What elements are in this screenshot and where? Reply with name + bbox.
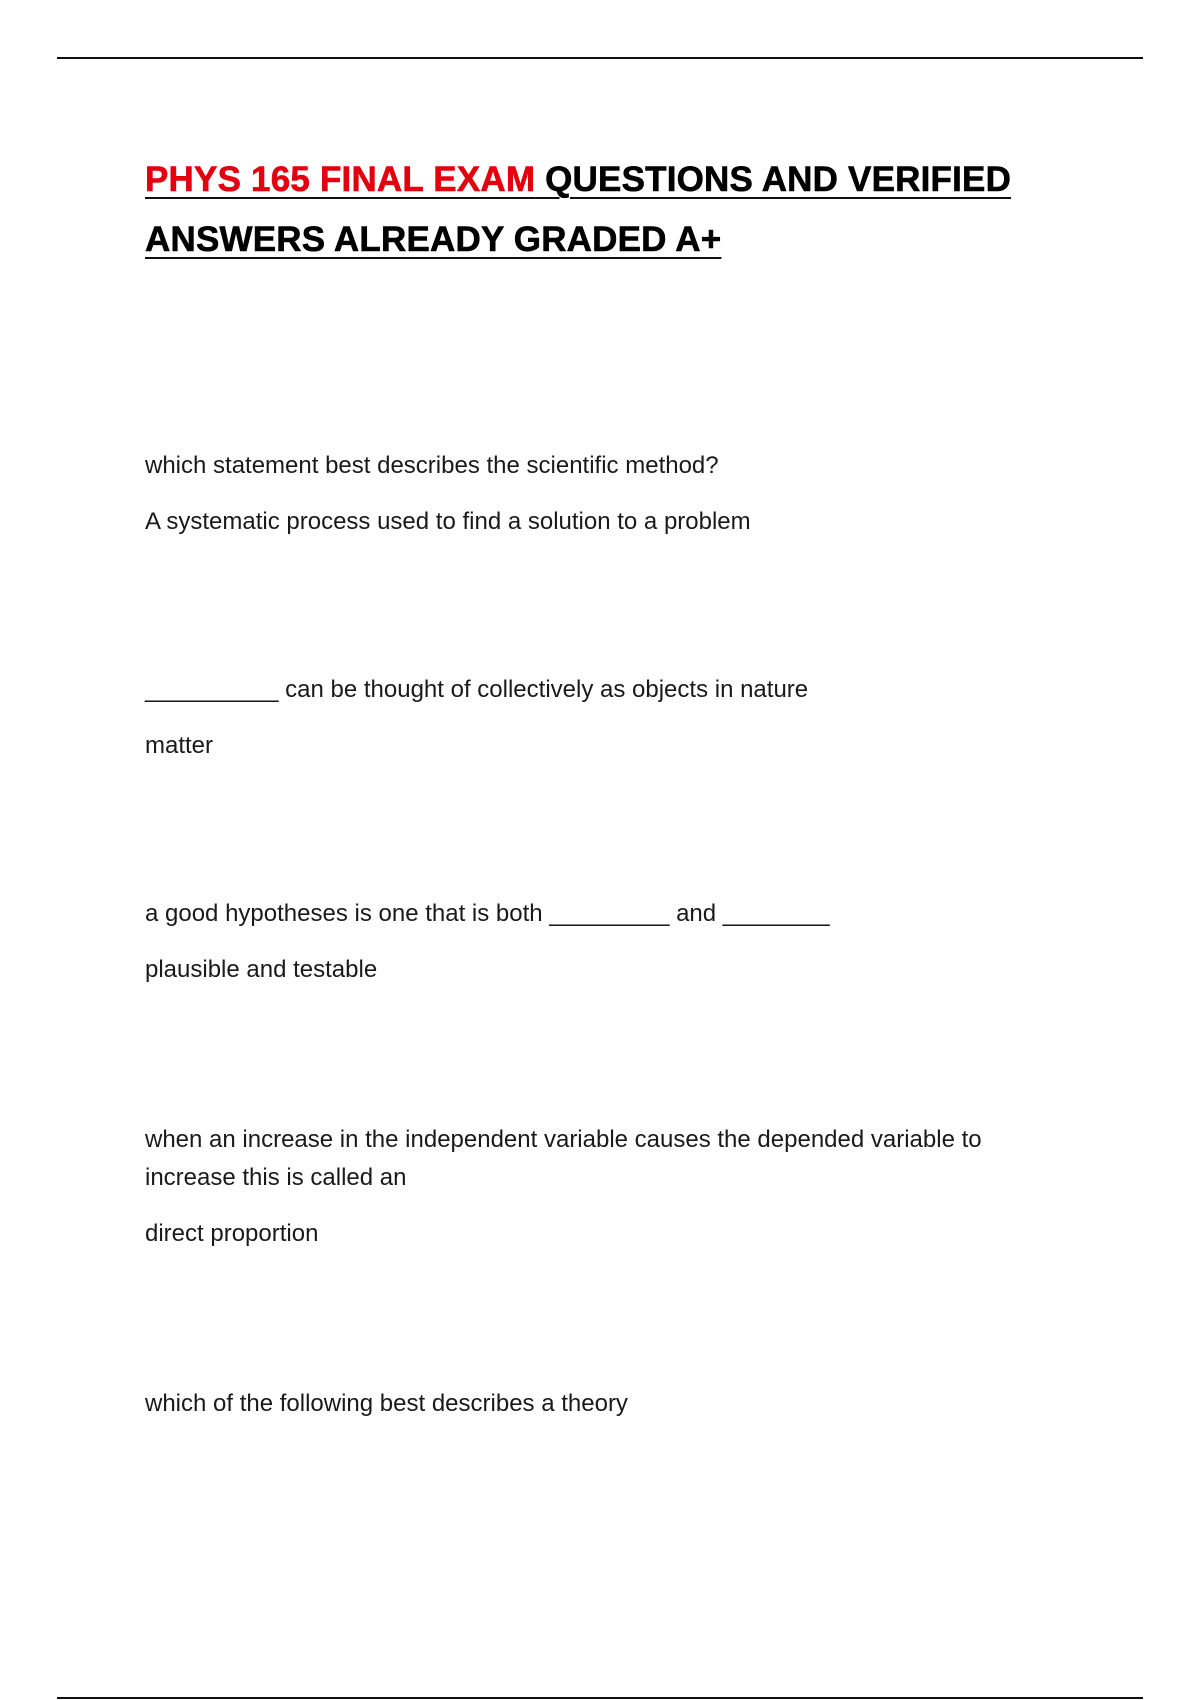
qa-item	[145, 895, 1065, 989]
qa-item	[145, 1385, 1065, 1423]
question-text: which statement best describes the scientific method?	[145, 452, 719, 479]
title-course-code: PHYS 165 FINAL EXAM	[145, 160, 536, 199]
answer-text: direct proportion	[145, 1220, 319, 1247]
answer-text: matter	[145, 732, 214, 759]
question-text: __________ can be thought of collectively as objects in nature	[145, 676, 809, 703]
answer-text: plausible and testable	[145, 956, 378, 983]
footer-rule	[57, 1697, 1143, 1699]
title-description: QUESTIONS AND VERIFIED ANSWERS ALREADY GRADED A+	[145, 160, 1012, 259]
question-text: which of the following best describes a theory	[145, 1390, 628, 1417]
document-title	[145, 150, 1065, 270]
qa-item	[145, 447, 1065, 541]
answer-text: A systematic process used to find a solution to a problem	[145, 508, 751, 535]
question-text: a good hypotheses is one that is both _________ and ________	[145, 900, 830, 927]
header-rule	[57, 57, 1143, 59]
qa-item	[145, 1121, 1065, 1253]
question-text: when an increase in the independent variable causes the depended variable to increase this is called an	[145, 1126, 982, 1191]
qa-item	[145, 671, 1065, 765]
